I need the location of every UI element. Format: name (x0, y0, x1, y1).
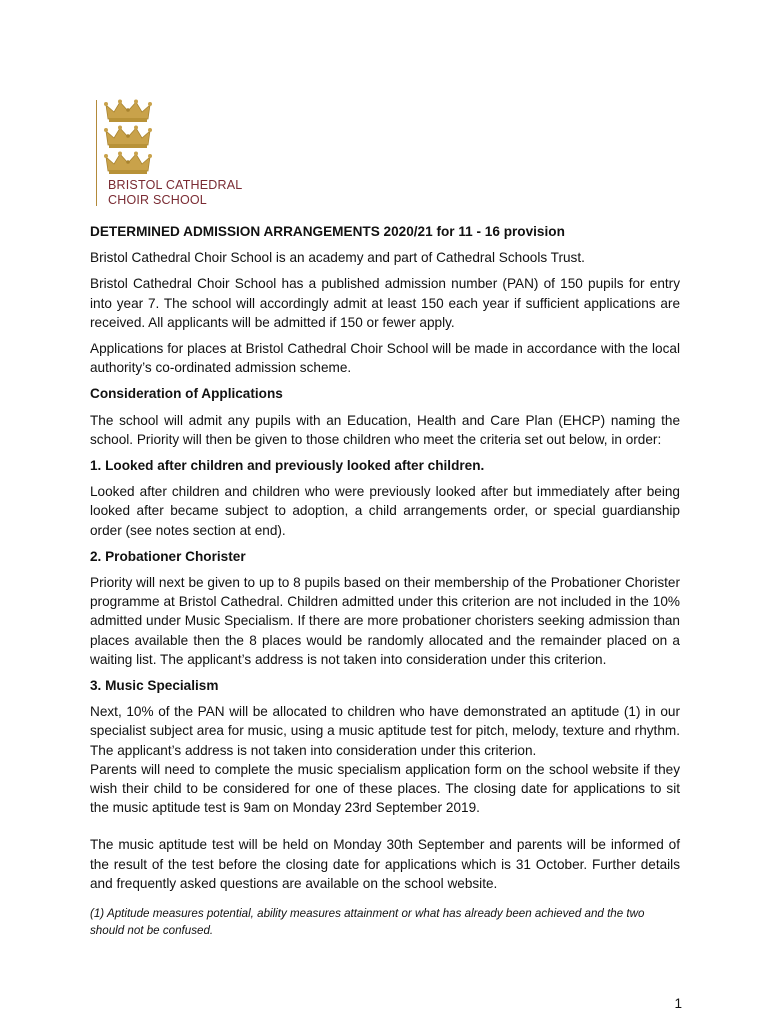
consideration-text: The school will admit any pupils with an Education, Health and Care Plan (EHCP) naming the school. Priority will then be given to those children who meet the criteria set out below, in order: (90, 412, 680, 447)
logo-name-line1: BRISTOL CATHEDRAL (108, 178, 243, 192)
logo-wordmark (108, 178, 242, 208)
intro-paragraph-2: Bristol Cathedral Choir School has a published admission number (PAN) of 150 pupils for entry into year 7. The school will accordingly admit at least 150 each year if sufficient applications are received. All applicants will be admitted if 150 or fewer apply. (90, 276, 680, 330)
footnote: (1) Aptitude measures potential, ability measures attainment or what has already been achieved and the two should not be confused. (90, 907, 645, 938)
document-body (90, 222, 680, 946)
criterion-3-text-b: Parents will need to complete the music specialism application form on the school website if they wish their child to be considered for one of these places. The closing date for applications to sit the music aptitude test is 9am on Monday 23rd September 2019. (90, 761, 680, 816)
criterion-3-heading: 3. Music Specialism (90, 678, 219, 694)
intro-paragraph-3: Applications for places at Bristol Cathedral Choir School will be made in accordance with the local authority’s co-ordinated admission scheme. (90, 341, 680, 376)
page-number: 1 (674, 996, 682, 1011)
logo-name-line2: CHOIR SCHOOL (108, 193, 207, 207)
logo-divider (96, 100, 97, 206)
criterion-2-heading: 2. Probationer Chorister (90, 548, 246, 564)
document-title: DETERMINED ADMISSION ARRANGEMENTS 2020/21 for 11 - 16 provision (90, 224, 565, 239)
criterion-1-text: Looked after children and children who were previously looked after but immediately after being looked after became subject to adoption, a child arrangements order, or special guardianship order (see notes section at end). (90, 484, 680, 538)
intro-paragraph-1: Bristol Cathedral Choir School is an academy and part of Cathedral Schools Trust. (90, 250, 585, 266)
criterion-2-text: Priority will next be given to up to 8 pupils based on their membership of the Probationer Chorister programme at Bristol Cathedral. Children admitted under this criterion are not included in the 10% admitted under Music Specialism. If there are more probationer choristers seeking admission than places available then the 8 places would be randomly allocated and the remainder placed on a waiting list. The applicant’s address is not taken into consideration under this criterion. (90, 575, 680, 667)
criterion-1-heading: 1. Looked after children and previously looked after children. (90, 458, 485, 474)
criterion-3-text-a: Next, 10% of the PAN will be allocated to children who have demonstrated an aptitude (1) in our specialist subject area for music, using a music aptitude test for pitch, melody, texture and rhythm. The applicant’s address is not taken into consideration under this criterion. (90, 704, 680, 758)
consideration-heading: Consideration of Applications (90, 386, 283, 402)
criterion-3-text-c: The music aptitude test will be held on Monday 30th September and parents will be informed of the result of the test before the closing date for applications which is 31 October. Further details and frequently asked questions are available on the school website. (90, 837, 680, 891)
crowns-icon (104, 98, 152, 176)
school-logo (96, 98, 246, 210)
